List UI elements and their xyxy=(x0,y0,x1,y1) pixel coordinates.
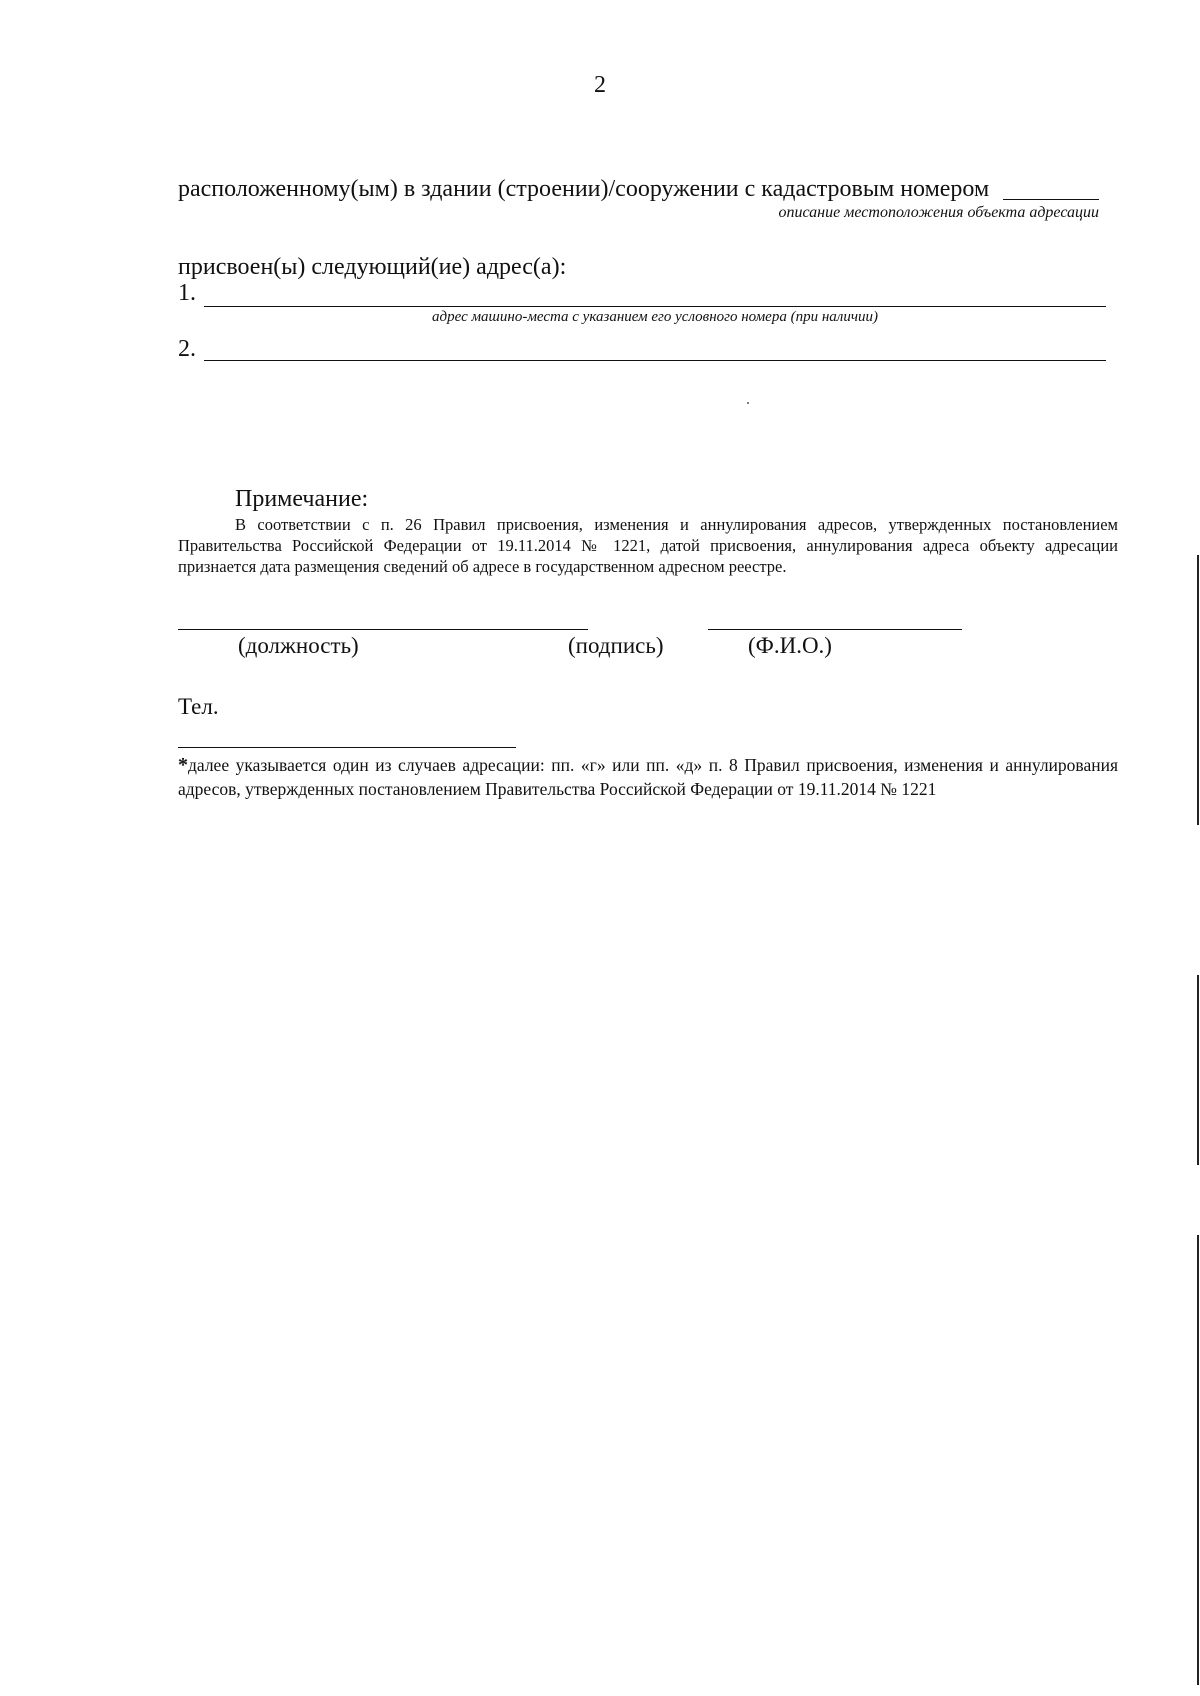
cadastral-number-blank[interactable] xyxy=(1003,199,1099,200)
address-item-1-blank[interactable] xyxy=(204,306,1106,307)
page-number: 2 xyxy=(594,72,606,98)
address-item-1-number: 1. xyxy=(178,280,196,306)
scan-edge-mark xyxy=(1197,555,1199,825)
cadastral-line-text: расположенному(ым) в здании (строении)/сооружении с кадастровым номером xyxy=(178,176,990,202)
address-item-2-blank[interactable] xyxy=(204,360,1106,361)
footnote-marker: * xyxy=(178,754,188,776)
signature-caption: (подпись) xyxy=(568,633,664,658)
address-caption: адрес машино-места с указанием его условного номера (при наличии) xyxy=(432,309,878,325)
full-name-caption: (Ф.И.О.) xyxy=(748,633,832,658)
note-body: В соответствии с п. 26 Правил присвоения, изменения и аннулирования адресов, утвержденных постановлением Правительства Российской Федерации от 19.11.2014 № 1221, датой присвоения, аннулирования адреса объекту адресации признается дата размещения сведений об адресе в государственном адресном реестре. xyxy=(178,515,1118,576)
footnote xyxy=(178,753,1118,801)
position-signature-line[interactable] xyxy=(178,629,588,630)
position-caption: (должность) xyxy=(238,633,359,658)
phone-label: Тел. xyxy=(178,694,219,719)
scan-dot xyxy=(747,402,749,404)
scan-edge-mark xyxy=(1197,1235,1199,1685)
note-title: Примечание: xyxy=(235,486,369,512)
footnote-text: далее указывается один из случаев адресации: пп. «г» или пп. «д» п. 8 Правил присвоения, изменения и аннулирования адресов, утвержденных постановлением Правительства Российской Федерации от 19.11.2014 № 1221 xyxy=(178,755,1118,799)
name-signature-line[interactable] xyxy=(708,629,962,630)
location-caption: описание местоположения объекта адресации xyxy=(778,204,1099,221)
scan-edge-mark xyxy=(1197,975,1199,1165)
assigned-address-label: присвоен(ы) следующий(ие) адрес(а): xyxy=(178,254,567,280)
address-item-2-number: 2. xyxy=(178,336,196,362)
footnote-separator xyxy=(178,747,516,748)
